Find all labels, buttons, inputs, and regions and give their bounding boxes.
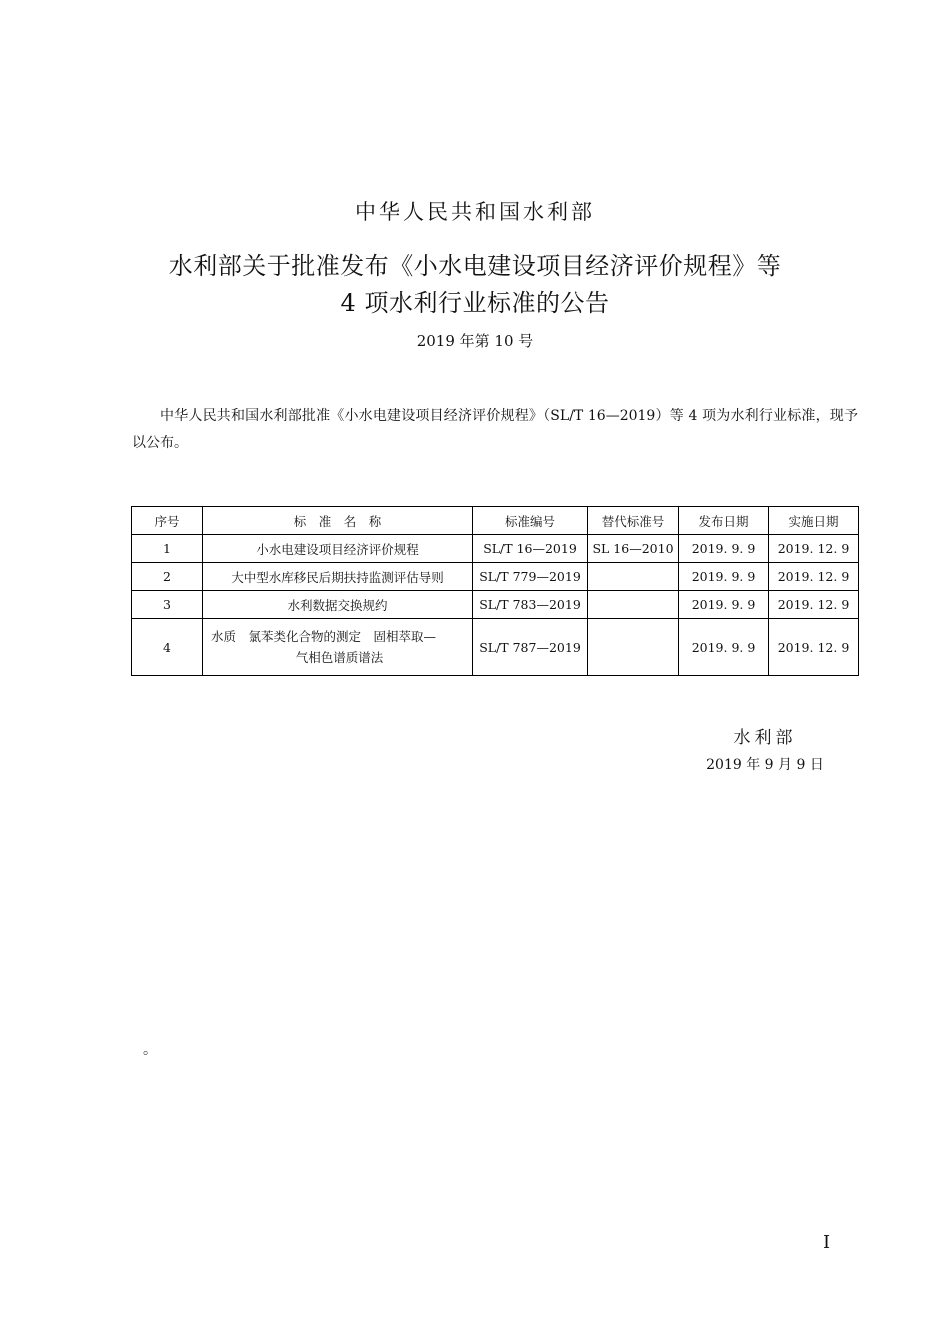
page-number: I <box>823 1232 831 1253</box>
stray-mark: 。 <box>143 1042 157 1058</box>
signature-org: 水利部 <box>733 728 797 748</box>
signature-date: 2019 年 9 月 9 日 <box>706 757 824 773</box>
table-row <box>132 591 859 619</box>
header-publish-date: 发布日期 <box>679 507 769 535</box>
cell-implement-date: 2019. 12. 9 <box>769 535 859 563</box>
table-header-row <box>132 507 859 535</box>
cell-publish-date: 2019. 9. 9 <box>679 619 769 676</box>
cell-implement-date: 2019. 12. 9 <box>769 619 859 676</box>
header-name: 标 准 名 称 <box>203 507 473 535</box>
cell-implement-date: 2019. 12. 9 <box>769 591 859 619</box>
cell-seq: 2 <box>132 563 203 591</box>
issuer-name: 中华人民共和国水利部 <box>355 200 595 224</box>
cell-code: SL/T 779—2019 <box>473 563 588 591</box>
cell-replaced <box>588 563 679 591</box>
header-code: 标准编号 <box>473 507 588 535</box>
cell-seq: 3 <box>132 591 203 619</box>
cell-name: 大中型水库移民后期扶持监测评估导则 <box>203 563 473 591</box>
document-number: 2019 年第 10 号 <box>416 332 534 350</box>
cell-implement-date: 2019. 12. 9 <box>769 563 859 591</box>
table-row <box>132 535 859 563</box>
cell-name: 水利数据交换规约 <box>203 591 473 619</box>
cell-seq: 1 <box>132 535 203 563</box>
cell-publish-date: 2019. 9. 9 <box>679 563 769 591</box>
table-row <box>132 563 859 591</box>
cell-name-line2: 气相色谱质谱法 <box>295 650 384 665</box>
table-row <box>132 619 859 676</box>
cell-replaced <box>588 591 679 619</box>
cell-name <box>203 619 473 676</box>
cell-name-line1: 水质 氯苯类化合物的测定 固相萃取— <box>211 629 437 644</box>
cell-replaced <box>588 619 679 676</box>
announcement-title-line1: 水利部关于批准发布《小水电建设项目经济评价规程》等 <box>168 252 782 280</box>
header-replaced: 替代标准号 <box>588 507 679 535</box>
header-seq: 序号 <box>132 507 203 535</box>
announcement-body: 中华人民共和国水利部批准《小水电建设项目经济评价规程》（SL/T 16—2019）等 4 项为水利行业标准，现予以公布。 <box>132 408 858 451</box>
cell-code: SL/T 783—2019 <box>473 591 588 619</box>
cell-seq: 4 <box>132 619 203 676</box>
cell-replaced: SL 16—2010 <box>588 535 679 563</box>
cell-code: SL/T 787—2019 <box>473 619 588 676</box>
header-implement-date: 实施日期 <box>769 507 859 535</box>
cell-publish-date: 2019. 9. 9 <box>679 591 769 619</box>
cell-publish-date: 2019. 9. 9 <box>679 535 769 563</box>
cell-code: SL/T 16—2019 <box>473 535 588 563</box>
announcement-title-line2: 4 项水利行业标准的公告 <box>340 289 610 317</box>
cell-name: 小水电建设项目经济评价规程 <box>203 535 473 563</box>
standards-table <box>131 506 859 676</box>
